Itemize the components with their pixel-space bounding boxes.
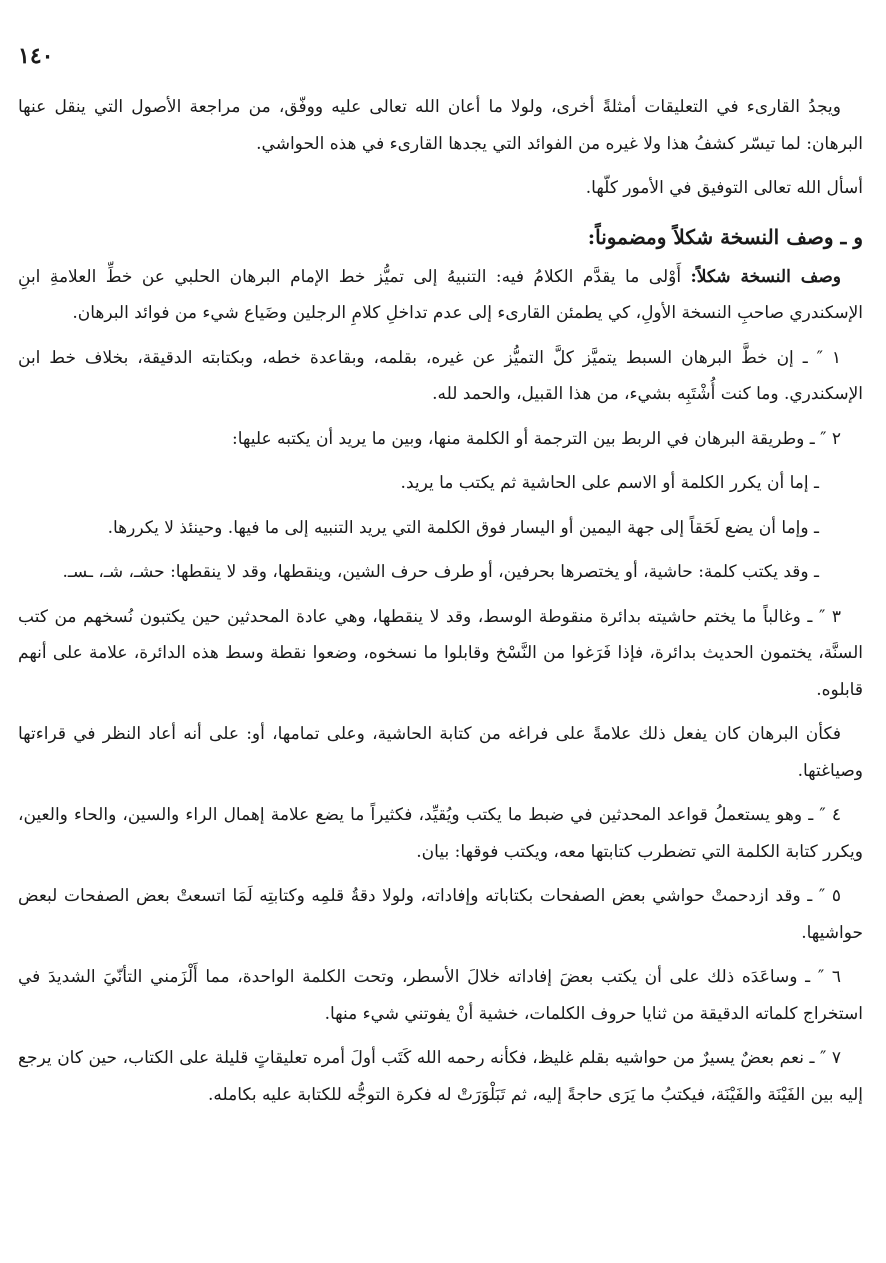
- list-item: ـ وإما أن يضع لَحَقاً إلى جهة اليمين أو اليسار فوق الكلمة التي يريد التنبيه إلى ما فيها. وحينئذ لا يكررها.: [107, 517, 819, 538]
- description-text: أَوْلى ما يقدَّم الكلامُ فيه: التنبيهُ إلى تميُّز خط الإمام البرهان الحلبي عن خطِّ العلامةِ ابنِ الإسكندري صاحبِ النسخة الأولِ، كي يطمئن القارىء إلى عدم تداخلِ كلامِ الرجلين وضَياع شيء من فوائد البرهان.: [18, 266, 863, 323]
- list-item: ٦ ″ ـ وساعَدَه ذلك على أن يكتب بعضَ إفاداته خلالَ الأسطر، وتحت الكلمة الواحدة، مما أَلْزَمني التأنّيَ الشديدَ في استخراج كلماته الدقيقة من ثنايا حروف الكلمات، خشية أنْ يفوتني شيء منها.: [18, 967, 863, 1024]
- list-item: ـ وقد يكتب كلمة: حاشية، أو يختصرها بحرفين، أو طرف حرف الشين، وينقطها، وقد لا ينقطها: حشـ، شـ، ـسـ.: [62, 562, 819, 582]
- document-page: [18, 40, 863, 1245]
- list-item: ٢ ″ ـ وطريقة البرهان في الربط بين الترجمة أو الكلمة منها، وبين ما يريد أن يكتبه عليها:: [232, 428, 841, 449]
- intro-paragraph: ويجدُ القارىء في التعليقات أمثلةً أخرى، ولولا ما أعان الله تعالى عليه ووفّق، من مراجعة الأصول التي ينقل عنها البرهان: لما تيسّر كشفُ هذا ولا غيره من الفوائد التي يجدها القارىء في هذه الحواشي.: [18, 97, 863, 154]
- list-item: ١ ″ ـ إن خطَّ البرهان السبط يتميَّز كلَّ التميُّز عن غيره، بقلمه، وبقاعدة خطه، وبكتابته الدقيقة، بخلاف خط ابن الإسكندري. وما كنت أُشْتَبِه بشيء، من هذا القبيل، والحمد لله.: [18, 347, 863, 404]
- description-paragraph: [18, 259, 863, 332]
- list-item: ٧ ″ ـ نعم بعضٌ يسيرٌ من حواشيه بقلم غليظ، فكأنه رحمه الله كَتَب أولَ أمره تعليقاتٍ قليلة على الكتاب، حين كان يرجع إليه بين الفَيْنَة والفَيْنَة، فيكتبُ ما يَرَى حاجةً إليه، ثم تَبَلْوَرَتْ له فكرة التوجُّه للكتابة عليه بكامله.: [18, 1048, 863, 1105]
- page-number: ١٤٠: [18, 43, 54, 69]
- page-body: [18, 89, 863, 1121]
- intro-prayer: أسأل الله تعالى التوفيق في الأمور كلّها.: [585, 178, 863, 198]
- list-item: فكأن البرهان كان يفعل ذلك علامةً على فراغه من كتابة الحاشية، وعلى تمامها، أو: على أنه أعاد النظر في قراءتها وصياغتها.: [18, 724, 863, 781]
- list-item: ٤ ″ ـ وهو يستعملُ قواعد المحدثين في ضبط ما يكتب ويُقيِّد، فكثيراً ما يضع علامة إهمال الراء والسين، والحاء والعين، ويكرر كتابة الكلمة التي تضطرب كتابتها معه، ويكتب فوقها: بيان.: [18, 805, 863, 862]
- list-item: ٣ ″ ـ وغالباً ما يختم حاشيته بدائرة منقوطة الوسط، وقد لا ينقطها، وهي عادة المحدثين حين يكتبون نُسخهم من كتب السنَّة، يختمون الحديث بدائرة، فإذا فَرَغوا من النَّسْخ وقابلوا ما نسخوه، وضعوا نقطة وسط هذه الدائرة، علامة على أنهم قابلوه.: [18, 606, 863, 700]
- list-item: ٥ ″ ـ وقد ازدحمتْ حواشي بعض الصفحات بكتاباته وإفاداته، ولولا دقةُ قلمِه وكتابتِه لَمَا اتسعتْ بعض الصفحات لبعض حواشيها.: [18, 886, 863, 943]
- section-heading: و ـ وصف النسخة شكلاً ومضموناً:: [587, 224, 863, 249]
- description-lead: وصف النسخة شكلاً:: [690, 266, 841, 287]
- list-item: ـ إما أن يكرر الكلمة أو الاسم على الحاشية ثم يكتب ما يريد.: [400, 473, 819, 493]
